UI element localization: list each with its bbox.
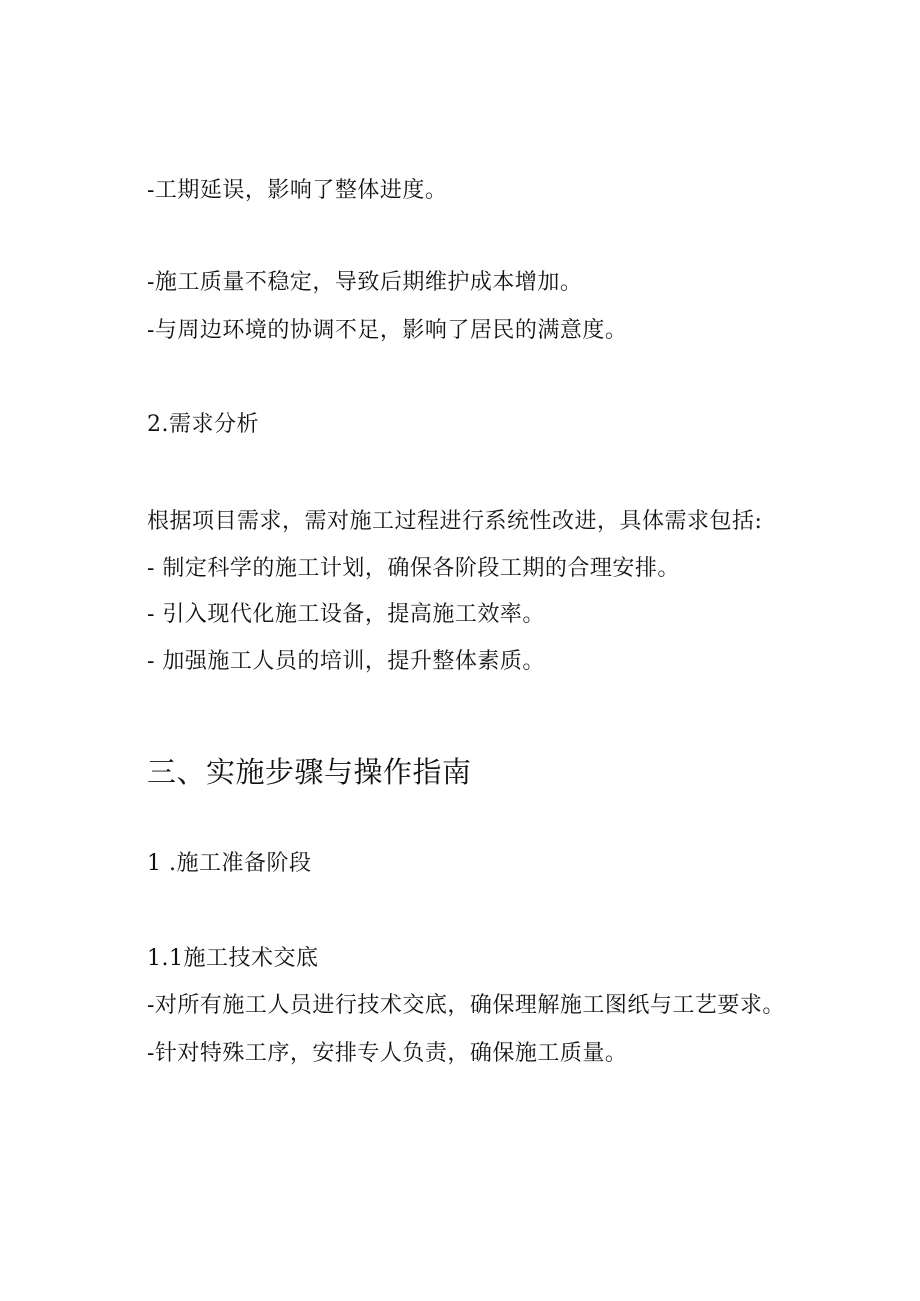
tech-briefing-heading: 1.1施工技术交底 — [147, 946, 319, 971]
preparation-stage-heading: 1 .施工准备阶段 — [147, 851, 312, 876]
needs-list-item: - 加强施工人员的培训，提升整体素质。 — [147, 649, 545, 674]
issue-item: -施工质量不稳定，导致后期维护成本增加。 — [147, 270, 583, 295]
needs-analysis-intro: 根据项目需求，需对施工过程进行系统性改进，具体需求包括: — [147, 509, 763, 534]
tech-briefing-item: -针对特殊工序，安排专人负责，确保施工质量。 — [147, 1041, 628, 1066]
tech-briefing-item: -对所有施工人员进行技术交底，确保理解施工图纸与工艺要求。 — [147, 993, 785, 1018]
needs-list-item: - 引入现代化施工设备，提高施工效率。 — [147, 602, 545, 627]
issue-item: -工期延误，影响了整体进度。 — [147, 178, 448, 203]
needs-list-item: - 制定科学的施工计划，确保各阶段工期的合理安排。 — [147, 556, 680, 581]
section-three-heading: 三、实施步骤与操作指南 — [147, 755, 472, 789]
issue-item: -与周边环境的协调不足，影响了居民的满意度。 — [147, 318, 628, 343]
needs-analysis-heading: 2.需求分析 — [147, 412, 259, 437]
